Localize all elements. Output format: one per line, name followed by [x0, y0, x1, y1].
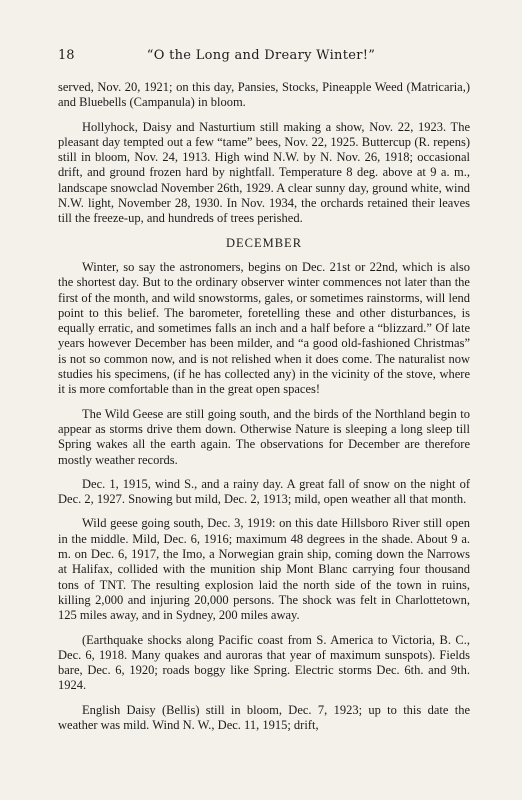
paragraph: served, Nov. 20, 1921; on this day, Pansies, Stocks, Pineapple Weed (Matricaria,) and Bluebells (Campanula) in bloom. — [58, 80, 470, 110]
page-body — [58, 80, 470, 742]
paragraph: Wild geese going south, Dec. 3, 1919: on this date Hillsboro River still open in the middle. Mild, Dec. 6, 1916; maximum 48 degrees in the shade. About 9 a. m. on Dec. 6, 1917, the Imo, a Norwegian grain ship, coming down the Narrows at Halifax, collided with the munition ship Mont Blanc carrying four thousand tons of TNT. The resulting explosion laid the north side of the town in ruins, killing 2,000 and injuring 20,000 persons. The shock was felt in Charlottetown, 125 miles away, and in Sydney, 200 miles away. — [58, 516, 470, 623]
paragraph: Hollyhock, Daisy and Nasturtium still making a show, Nov. 22, 1923. The pleasant day tempted out a few “tame” bees, Nov. 22, 1925. Buttercup (R. repens) still in bloom, Nov. 24, 1913. High wind N.W. by N. Nov. 26, 1918; occasional drift, and ground frozen hard by nightfall. Temperature 8 deg. above at 9 a. m., landscape snowclad November 26th, 1929. A clear sunny day, ground white, wind N.W. light, November 28, 1930. In Nov. 1934, the orchards retained their leaves till the freeze-up, and hundreds of trees perished. — [58, 119, 470, 226]
running-title: “O the Long and Dreary Winter!” — [146, 48, 376, 63]
paragraph: English Daisy (Bellis) still in bloom, Dec. 7, 1923; up to this date the weather was mild. Wind N. W., Dec. 11, 1915; drift, — [58, 702, 470, 732]
paragraph: Winter, so say the astronomers, begins on Dec. 21st or 22nd, which is also the shortest day. But to the ordinary observer winter commences not later than the first of the month, and wild snowstorms, gales, or sometimes rainstorms, will lend point to this belief. The barometer, foretelling these and other disturbances, is equally erratic, and sometimes falls an inch and a half before a “blizzard.” Of late years however December has been milder, and “a good old-fashioned Christmas” is not so common now, and is not relished when it does come. The naturalist now studies his specimens, (if he has collected any) in the vicinity of the stove, where it is more comfortable than in the great open spaces! — [58, 259, 470, 397]
section-heading: DECEMBER — [225, 235, 303, 250]
page-number: 18 — [58, 48, 75, 63]
paragraph: (Earthquake shocks along Pacific coast from S. America to Victoria, B. C., Dec. 6, 1918. Many quakes and auroras that year of maximum sunspots). Fields bare, Dec. 6, 1920; roads boggy like Spring. Electric storms Dec. 6th. and 9th. 1924. — [58, 632, 470, 693]
paragraph: The Wild Geese are still going south, and the birds of the Northland begin to appear as storms drive them down. Otherwise Nature is sleeping a long sleep till Spring wakes all the earth again. The observations for December are therefore mostly weather records. — [58, 406, 470, 467]
page-header — [58, 48, 464, 70]
paragraph: Dec. 1, 1915, wind S., and a rainy day. A great fall of snow on the night of Dec. 2, 1927. Snowing but mild, Dec. 2, 1913; mild, open weather all that month. — [58, 476, 470, 507]
